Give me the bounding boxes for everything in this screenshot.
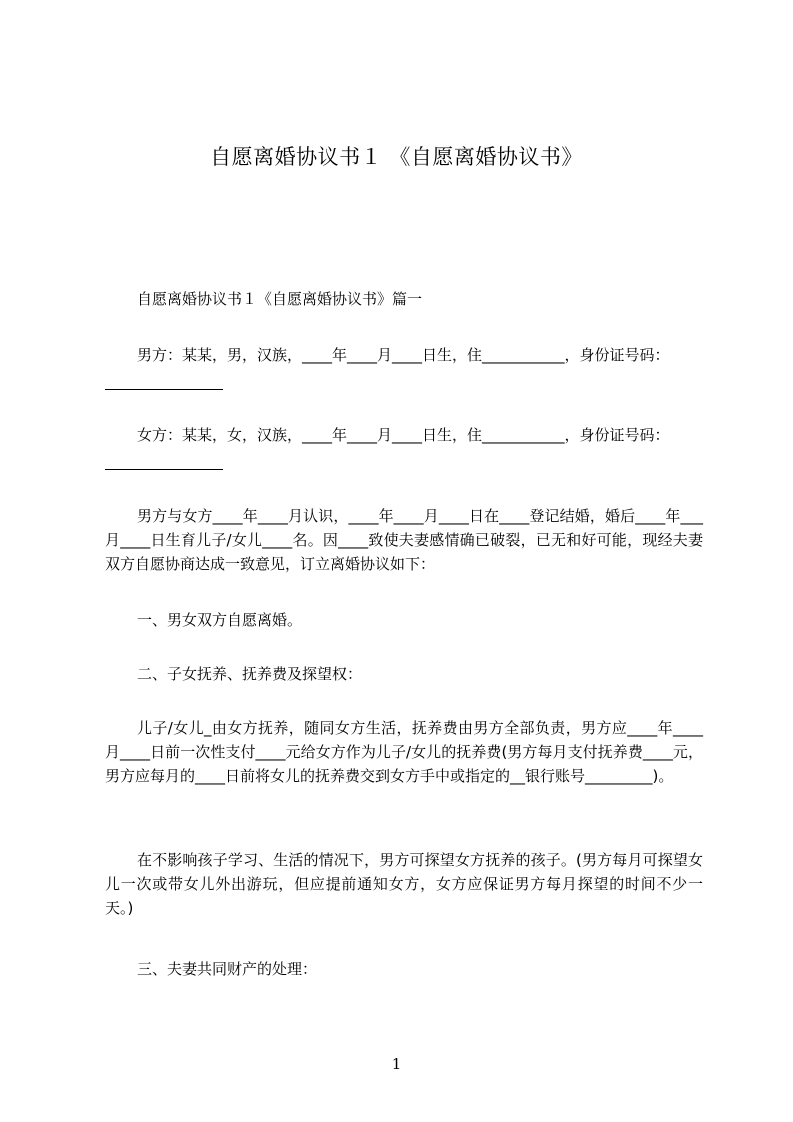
man-id-blank	[105, 373, 703, 390]
woman-info-text: 女方：某某，女，汉族，____年____月____日生，住___________，身份证号码：	[137, 426, 670, 444]
section-subtitle: 自愿离婚协议书１《自愿离婚协议书》篇一	[137, 290, 423, 308]
document-title: 自愿离婚协议书１ 《自愿离婚协议书》	[210, 145, 583, 169]
woman-id-blank	[105, 453, 703, 470]
visitation-paragraph: 在不影响孩子学习、生活的情况下，男方可探望女方抚养的孩子。(男方每月可探望女儿一次或带女儿外出游玩，但应提前通知女方，女方应保证男方每月探望的时间不少一天。)	[105, 851, 703, 917]
custody-paragraph: 儿子/女儿_由女方抚养，随同女方生活，抚养费由男方全部负责，男方应____年____月____日前一次性支付____元给女方作为儿子/女儿的抚养费(男方每月支付抚养费____元，男方应每月的____日前将女儿的抚养费交到女方手中或指定的__银行账号_________)。	[105, 719, 703, 785]
clause-3-heading: 三、夫妻共同财产的处理：	[137, 960, 318, 978]
man-info	[105, 343, 703, 367]
id-blank-line	[105, 373, 223, 390]
clause-1: 一、男女双方自愿离婚。	[137, 611, 303, 629]
marriage-paragraph: 男方与女方____年____月认识，____年____月____日在____登记结婚，婚后____年___月____日生育儿子/女儿____名。因____致使夫妻感情确已破裂，已无和好可能，现经夫妻双方自愿协商达成一致意见，订立离婚协议如下：	[105, 507, 703, 573]
man-info-text: 男方：某某，男，汉族，____年____月____日生，住___________，身份证号码：	[137, 346, 670, 364]
id-blank-line	[105, 453, 223, 470]
page-number: 1	[391, 1055, 402, 1073]
clause-2-heading: 二、子女抚养、抚养费及探望权：	[137, 665, 363, 683]
woman-info	[105, 423, 703, 447]
